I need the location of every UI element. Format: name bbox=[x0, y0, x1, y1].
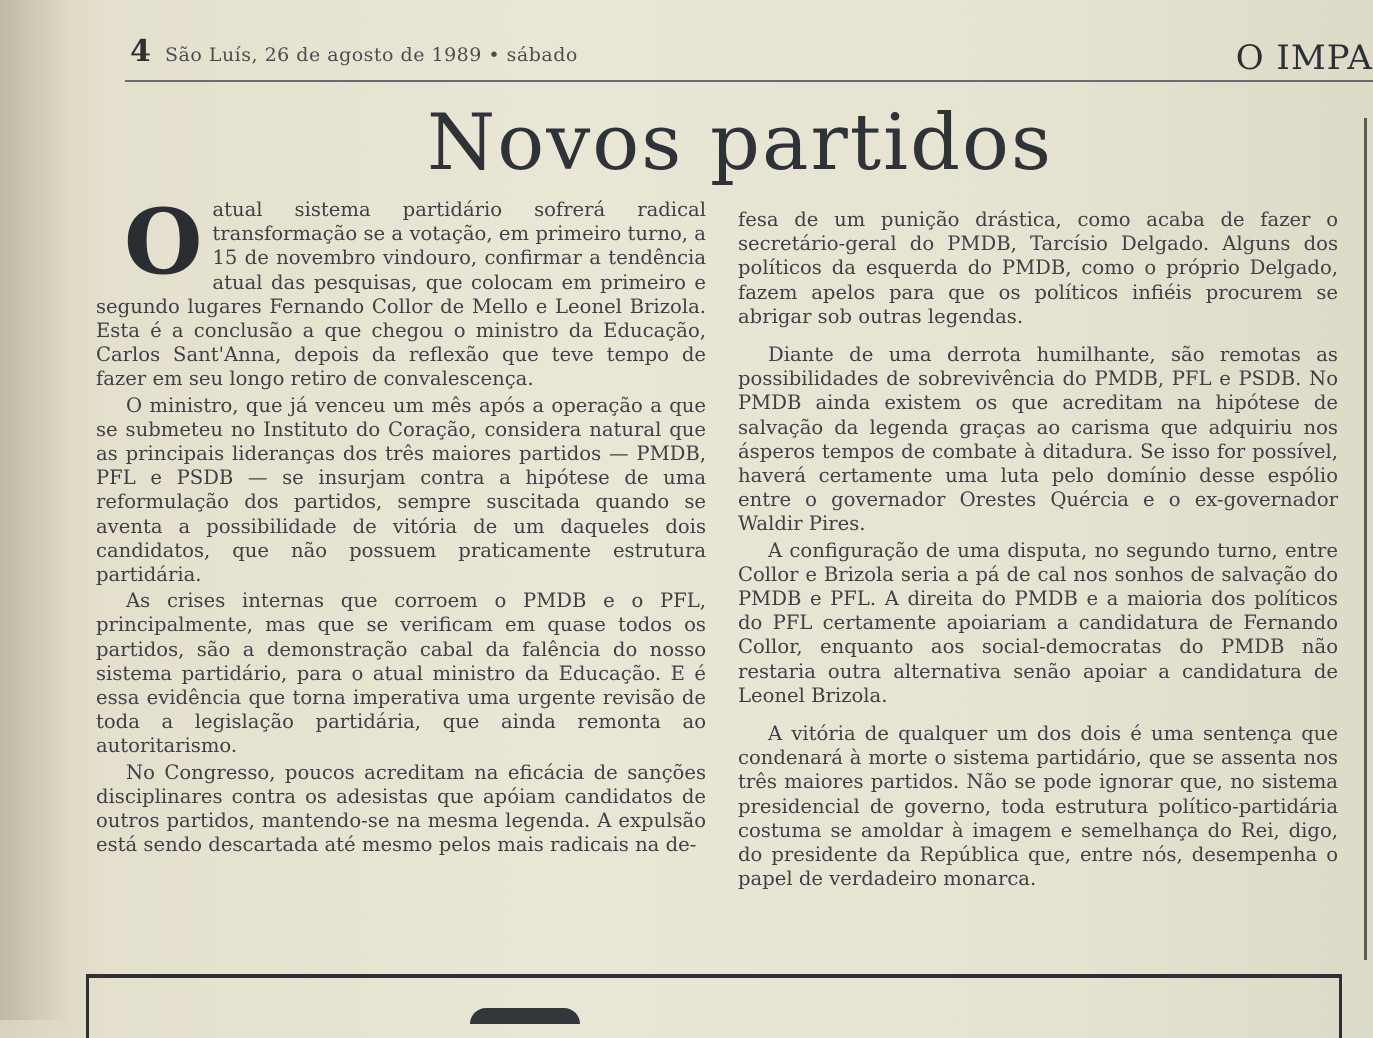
page-number: 4 bbox=[130, 34, 151, 69]
paragraph: O ministro, que já venceu um mês após a operação a que se submeteu no Instituto do Coração, considera natural que as principais lideranças dos três maiores partidos — PMDB, PFL e PSDB — se insurjam contra a hipótese de uma reformulação dos partidos, sempre suscitada quando se aventa a possibilidade de vitória de um daqueles dois candidatos, que não possuem praticamente estrutura partidária. bbox=[96, 393, 706, 587]
masthead: O IMPA bbox=[1235, 38, 1373, 78]
paragraph: A vitória de qualquer um dos dois é uma sentença que condenará à morte o sistema partidário, que se assenta nos três maiores partidos. Não se pode ignorar que, no sistema presidencial de governo, toda estrutura político-partidária costuma se amoldar à imagem e semelhança do Rei, digo, do presidente da República que, entre nós, desempenha o papel de verdadeiro monarca. bbox=[738, 722, 1338, 891]
paragraph: A configuração de uma disputa, no segundo turno, entre Collor e Brizola seria a pá de cal nos sonhos de salvação do PMDB e PFL. A direita do PMDB e a maioria dos políticos do PFL certamente apoiariam a candidatura de Fernando Collor, enquanto aos social-democratas do PMDB não restaria outra alternativa senão apoiar a candidatura de Leonel Brizola. bbox=[738, 538, 1338, 707]
paragraph: fesa de um punição drástica, como acaba de fazer o secretário-geral do PMDB, Tarcísio Delgado. Alguns dos políticos da esquerda do PMDB, como o próprio Delgado, fazem apelos para que os políticos infiéis procurem se abrigar sob outras legendas. bbox=[738, 208, 1338, 328]
next-article-frame bbox=[86, 974, 1342, 1038]
paragraph: Diante de uma derrota humilhante, são remotas as possibilidades de sobrevivência do PMDB, PFL e PSDB. No PMDB ainda existem os que acreditam na hipótese de salvação da legenda graças ao carisma que adquiriu nos ásperos tempos de combate à ditadura. Se isso for possível, haverá certamente uma luta pelo domínio desse espólio entre o governador Orestes Quércia e o ex-governador Waldir Pires. bbox=[738, 343, 1338, 536]
headline: Novos partidos bbox=[427, 98, 1053, 188]
paragraph: No Congresso, poucos acreditam na eficácia de sanções disciplinares contra os adesistas que apóiam candidatos de outros partidos, mantendo-se na mesma legenda. A expulsão está sendo descartada até mesmo pelos mais radicais na de- bbox=[96, 760, 706, 857]
page-header bbox=[125, 34, 1373, 82]
header-rule bbox=[125, 80, 1373, 82]
next-article-headline-fragment bbox=[470, 1008, 580, 1024]
page-edge-shadow bbox=[0, 0, 70, 1020]
paragraph: As crises internas que corroem o PMDB e o PFL, principalmente, mas que se verificam em quase todos os partidos, são a demonstração cabal da falência do nosso sistema partidário, para o atual ministro da Educação. E é essa evidência que torna imperativa uma urgente revisão de toda a legislação partidária, que ainda remonta ao autoritarismo. bbox=[96, 589, 706, 758]
drop-cap: O bbox=[124, 189, 203, 295]
paragraph: Oatual sistema partidário sofrerá radical transformação se a votação, em primeiro turno, a 15 de novembro vindouro, confirmar a tendência atual das pesquisas, que colocam em primeiro e segundo lugares Fernando Collor de Mello e Leonel Brizola. Esta é a conclusão a que chegou o ministro da Educação, Carlos Sant'Anna, depois da reflexão que teve tempo de fazer em seu longo retiro de convalescença. bbox=[96, 189, 706, 391]
article-column-2 bbox=[738, 208, 1338, 891]
column-rule bbox=[1364, 118, 1367, 960]
dateline: São Luís, 26 de agosto de 1989 • sábado bbox=[165, 44, 578, 66]
article-column-1 bbox=[96, 189, 706, 857]
